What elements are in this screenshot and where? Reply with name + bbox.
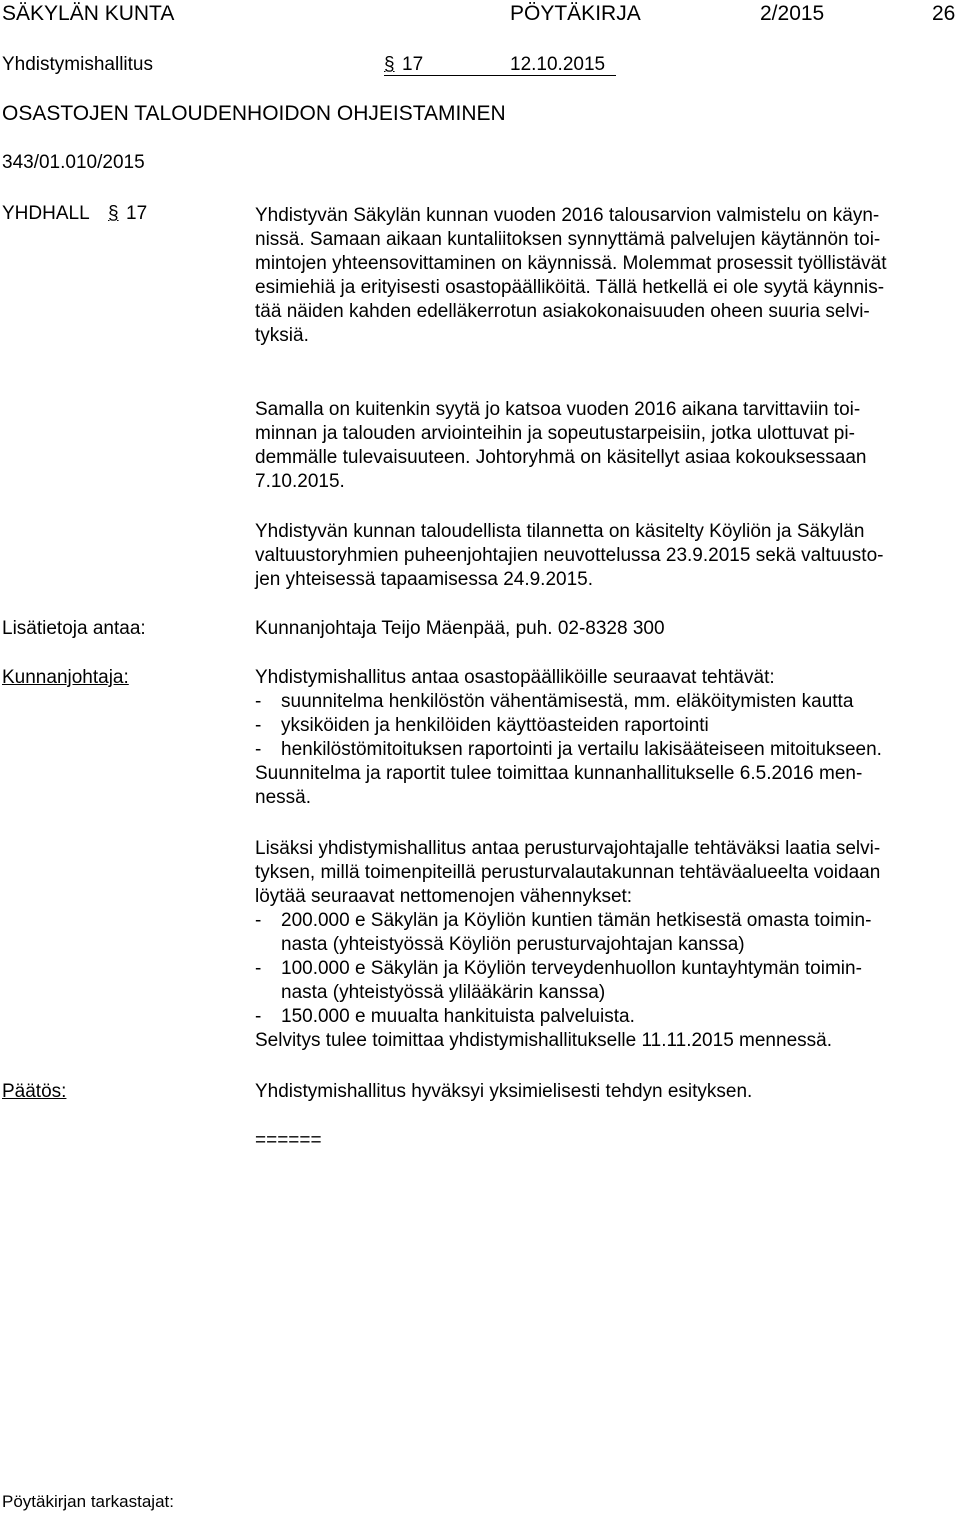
proposal-label: Kunnanjohtaja: [2,667,129,688]
decision-label: Päätös: [2,1081,67,1102]
savings-item: 150.000 e muualta hankituista palveluista. [281,1006,635,1027]
proposal-intro: Yhdistymishallitus antaa osastopäälliköille seuraavat tehtävät: [255,667,775,688]
para3-line: valtuustoryhmien puheenjohtajien neuvottelussa 23.9.2015 sekä valtuusto- [255,545,884,566]
section-sign: § [384,54,395,75]
para2-line: demmälle tulevaisuuteen. Johtoryhmä on käsitellyt asiaa kokouksessaan [255,447,867,468]
para2-line: 7.10.2015. [255,471,345,492]
doc-type: PÖYTÄKIRJA [510,2,641,25]
list-dash: - [255,1006,262,1027]
header-rule [384,75,616,76]
doc-number: 2/2015 [760,2,825,25]
prep-section-sign: § [108,203,119,224]
list-dash: - [255,910,262,931]
reference-number: 343/01.010/2015 [2,152,145,173]
para2-line: minnan ja talouden arviointeihin ja sopeutustarpeisiin, jotka ulottuvat pi- [255,423,855,444]
prep-label: YHDHALL [2,203,90,224]
savings-item-cont: nasta (yhteistyössä ylilääkärin kanssa) [281,982,606,1003]
para3-line: jen yhteisessä tapaamisessa 24.9.2015. [255,569,593,590]
para4-line: Lisäksi yhdistymishallitus antaa perusturvajohtajalle tehtäväksi laatia selvi- [255,838,881,859]
para4-line: löytää seuraavat nettomenojen vähennykset: [255,886,633,907]
savings-after: Selvitys tulee toimittaa yhdistymishallitukselle 11.11.2015 mennessä. [255,1030,832,1051]
list-dash: - [255,715,262,736]
section-number: 17 [402,54,424,75]
decision-text: Yhdistymishallitus hyväksyi yksimielisesti tehdyn esityksen. [255,1081,753,1102]
list-dash: - [255,958,262,979]
para1-line: nissä. Samaan aikaan kuntaliitoksen synnyttämä palvelujen käytännön toi- [255,229,881,250]
savings-item-cont: nasta (yhteistyössä Köyliön perusturvajohtajan kanssa) [281,934,745,955]
para4-line: tyksen, millä toimenpiteillä perusturvalautakunnan tehtäväalueelta voidaan [255,862,881,883]
para1-line: esimiehiä ja erityisesti osastopäälliköitä. Tällä hetkellä ei ole syytä käynnis- [255,277,885,298]
meeting-date: 12.10.2015 [510,54,606,75]
separator: ====== [255,1130,322,1151]
proposal-after-line: Suunnitelma ja raportit tulee toimittaa kunnanhallitukselle 6.5.2016 men- [255,763,863,784]
page-title: OSASTOJEN TALOUDENHOIDON OHJEISTAMINEN [2,102,506,125]
para1-line: Yhdistyvän Säkylän kunnan vuoden 2016 talousarvion valmistelu on käyn- [255,205,880,226]
list-dash: - [255,691,262,712]
para1-line: tää näiden kahden edelläkerrotun asiakokonaisuuden oheen suuria selvi- [255,301,870,322]
prep-section-number: 17 [126,203,148,224]
page-number: 26 [932,2,956,25]
para1-line: tyksiä. [255,325,309,346]
meeting-body: Yhdistymishallitus [2,54,153,75]
list-item: suunnitelma henkilöstön vähentämisestä, mm. eläköitymisten kautta [281,691,854,712]
footer-signatories: Pöytäkirjan tarkastajat: [2,1492,174,1511]
proposal-after-line: nessä. [255,787,311,808]
org-name: SÄKYLÄN KUNTA [2,2,175,25]
para1-line: mintojen yhteensovittaminen on käynnissä. Molemmat prosessit työllistävät [255,253,887,274]
list-dash: - [255,739,262,760]
savings-item: 100.000 e Säkylän ja Köyliön terveydenhuollon kuntayhtymän toimin- [281,958,862,979]
para3-line: Yhdistyvän kunnan taloudellista tilannetta on käsitelty Köyliön ja Säkylän [255,521,865,542]
info-value: Kunnanjohtaja Teijo Mäenpää, puh. 02-8328 300 [255,618,665,639]
savings-item: 200.000 e Säkylän ja Köyliön kuntien tämän hetkisestä omasta toimin- [281,910,872,931]
info-label: Lisätietoja antaa: [2,618,146,639]
para2-line: Samalla on kuitenkin syytä jo katsoa vuoden 2016 aikana tarvittaviin toi- [255,399,861,420]
list-item: yksiköiden ja henkilöiden käyttöasteiden raportointi [281,715,709,736]
list-item: henkilöstömitoituksen raportointi ja vertailu lakisääteiseen mitoitukseen. [281,739,882,760]
